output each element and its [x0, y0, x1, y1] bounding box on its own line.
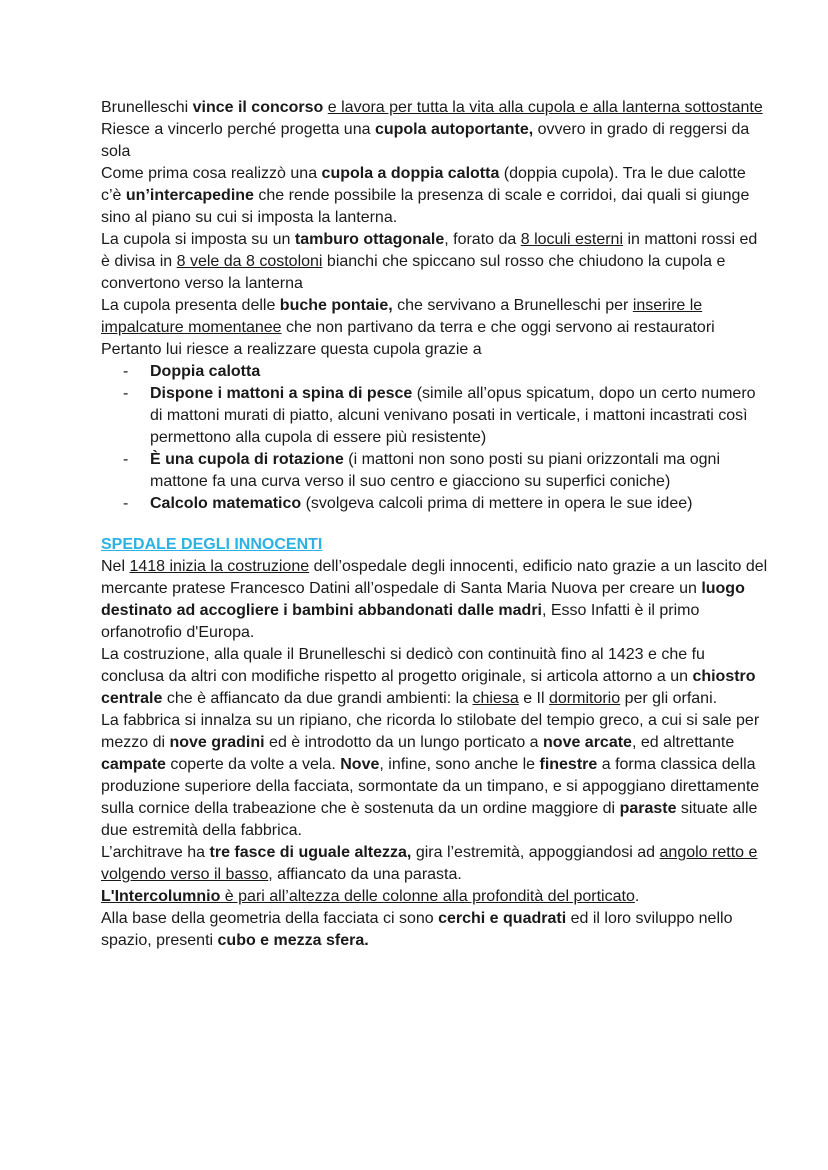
list-item: [101, 383, 768, 449]
text: (i mattoni non sono posti su piani orizzontali ma ogni mattone fa una curva verso il suo centro e giacciono su superfici coniche): [150, 451, 720, 490]
bold-text: cupola autoportante,: [374, 121, 534, 138]
bold-text: Nove: [340, 756, 380, 773]
text: , ed altrettante: [631, 734, 735, 751]
bold-text: cupola a doppia calotta: [321, 165, 500, 182]
text: che rende possibile la presenza di scale e corridoi, dai quali si giunge sino al piano su cui si imposta la lanterna.: [101, 187, 750, 226]
underlined-text: inserire le impalcature momentanee: [101, 297, 703, 336]
text: Nel: [101, 558, 130, 575]
underlined-text: dormitorio: [549, 690, 621, 707]
text: e Il: [518, 690, 549, 707]
text: che non partivano da terra e che oggi servono ai restauratori: [281, 319, 715, 336]
technique-list: [101, 361, 768, 515]
bold-text: un’intercapedine: [125, 187, 254, 204]
bold-text: luogo destinato ad accogliere i bambini abbandonati dalle madri: [101, 580, 745, 619]
bold-text: vince il concorso: [192, 99, 324, 116]
paragraph-geometria: [101, 908, 768, 952]
text: , Esso Infatti è il primo orfanotrofio d'Europa.: [101, 602, 700, 641]
bold-text: cerchi e quadrati: [438, 910, 567, 927]
bold-text: nove arcate: [543, 734, 632, 751]
bold-underlined-text: L'Intercolumnio: [101, 888, 221, 905]
paragraph-pertanto: [101, 339, 768, 361]
dash-bullet: -: [123, 385, 129, 402]
text: ed è introdotto da un lungo porticato a: [264, 734, 544, 751]
text: (simile all’opus spicatum, dopo un certo numero di mattoni murati di piatto, alcuni venivano posati in verticale, i mattoni incastrati così permettono alla cupola di essere più resistente): [150, 385, 756, 446]
paragraph-concorso: [101, 97, 768, 119]
text: Brunelleschi: [101, 99, 193, 116]
bold-text: Dispone i mattoni a spina di pesce: [150, 385, 413, 402]
underlined-text: è pari all’altezza delle colonne alla profondità del porticato: [220, 888, 635, 905]
text: .: [634, 888, 640, 905]
text: dell’ospedale degli innocenti, edificio nato grazie a un lascito del mercante pratese Francesco Datini all’ospedale di Santa Maria Nuova per creare un: [101, 558, 768, 597]
text: Alla base della geometria della facciata ci sono: [101, 910, 439, 927]
text: ovvero in grado di reggersi da sola: [101, 121, 750, 160]
dash-bullet: -: [123, 495, 129, 512]
text: , infine, sono anche le: [379, 756, 540, 773]
underlined-text: e lavora per tutta la vita alla cupola e alla lanterna sottostante: [327, 99, 763, 116]
bold-text: chiostro centrale: [101, 668, 756, 707]
bold-text: cubo e mezza sfera.: [217, 932, 369, 949]
text: (doppia cupola). Tra le due calotte c’è: [101, 165, 746, 204]
list-item: [101, 361, 768, 383]
text: in mattoni rossi ed è divisa in: [101, 231, 758, 270]
bold-text: finestre: [539, 756, 598, 773]
list-item: [101, 449, 768, 493]
bold-text: È una cupola di rotazione: [150, 451, 344, 468]
text: La fabbrica si innalza su un ripiano, che ricorda lo stilobate del tempio greco, a cui si sale per mezzo di: [101, 712, 760, 751]
paragraph-buche-pontaie: [101, 295, 768, 339]
text: che è affiancato da due grandi ambienti: la: [162, 690, 473, 707]
text: bianchi che spiccano sul rosso che chiudono la cupola e convertono verso la lanterna: [101, 253, 726, 292]
dash-bullet: -: [123, 451, 129, 468]
text: La costruzione, alla quale il Brunelleschi si dedicò con continuità fino al 1423 e che fu conclusa da altri con modifiche rispetto al progetto originale, si articola attorno a un: [101, 646, 705, 685]
text: situate alle due estremità della fabbrica.: [101, 800, 758, 839]
paragraph-chiostro: [101, 644, 768, 710]
underlined-text: 1418 inizia la costruzione: [129, 558, 310, 575]
underlined-text: 8 vele da 8 costoloni: [176, 253, 323, 270]
paragraph-autoportante: [101, 119, 768, 163]
underlined-text: chiesa: [472, 690, 519, 707]
paragraph-doppia-calotta: [101, 163, 768, 229]
bold-text: Doppia calotta: [150, 363, 261, 380]
dash-bullet: -: [123, 363, 129, 380]
text: L’architrave ha: [101, 844, 210, 861]
bold-text: Calcolo matematico: [150, 495, 302, 512]
text: Riesce a vincerlo perché progetta una: [101, 121, 375, 138]
text: , forato da: [444, 231, 521, 248]
paragraph-intercolumnio: [101, 886, 768, 908]
text: La cupola si imposta su un: [101, 231, 295, 248]
text: Pertanto lui riesce a realizzare questa cupola grazie a: [101, 341, 482, 358]
section-heading: SPEDALE DEGLI INNOCENTI: [101, 536, 323, 553]
text: Come prima cosa realizzò una: [101, 165, 322, 182]
bold-text: tamburo ottagonale: [294, 231, 445, 248]
text: a forma classica della produzione superiore della facciata, sormontate da un timpano, e si appoggiano direttamente sulla cornice della trabeazione che è sostenuta da un ordine maggiore di: [101, 756, 760, 817]
paragraph-tamburo: [101, 229, 768, 295]
bold-text: paraste: [619, 800, 677, 817]
paragraph-fabbrica: [101, 710, 768, 842]
text: per gli orfani.: [620, 690, 718, 707]
text: che servivano a Brunelleschi per: [392, 297, 633, 314]
text: gira l’estremità, appoggiandosi ad: [411, 844, 660, 861]
paragraph-costruzione: [101, 556, 768, 644]
bold-text: tre fasce di uguale altezza,: [209, 844, 412, 861]
text: , affiancato da una parasta.: [268, 866, 462, 883]
text: ed il loro sviluppo nello spazio, presenti: [101, 910, 733, 949]
underlined-text: angolo retto e volgendo verso il basso: [101, 844, 758, 883]
text: La cupola presenta delle: [101, 297, 280, 314]
bold-text: campate: [101, 756, 166, 773]
text: coperte da volte a vela.: [165, 756, 341, 773]
paragraph-architrave: [101, 842, 768, 886]
bold-text: buche pontaie,: [279, 297, 393, 314]
list-item: [101, 493, 768, 515]
underlined-text: 8 loculi esterni: [520, 231, 624, 248]
text: (svolgeva calcoli prima di mettere in opera le sue idee): [301, 495, 693, 512]
bold-text: nove gradini: [169, 734, 265, 751]
